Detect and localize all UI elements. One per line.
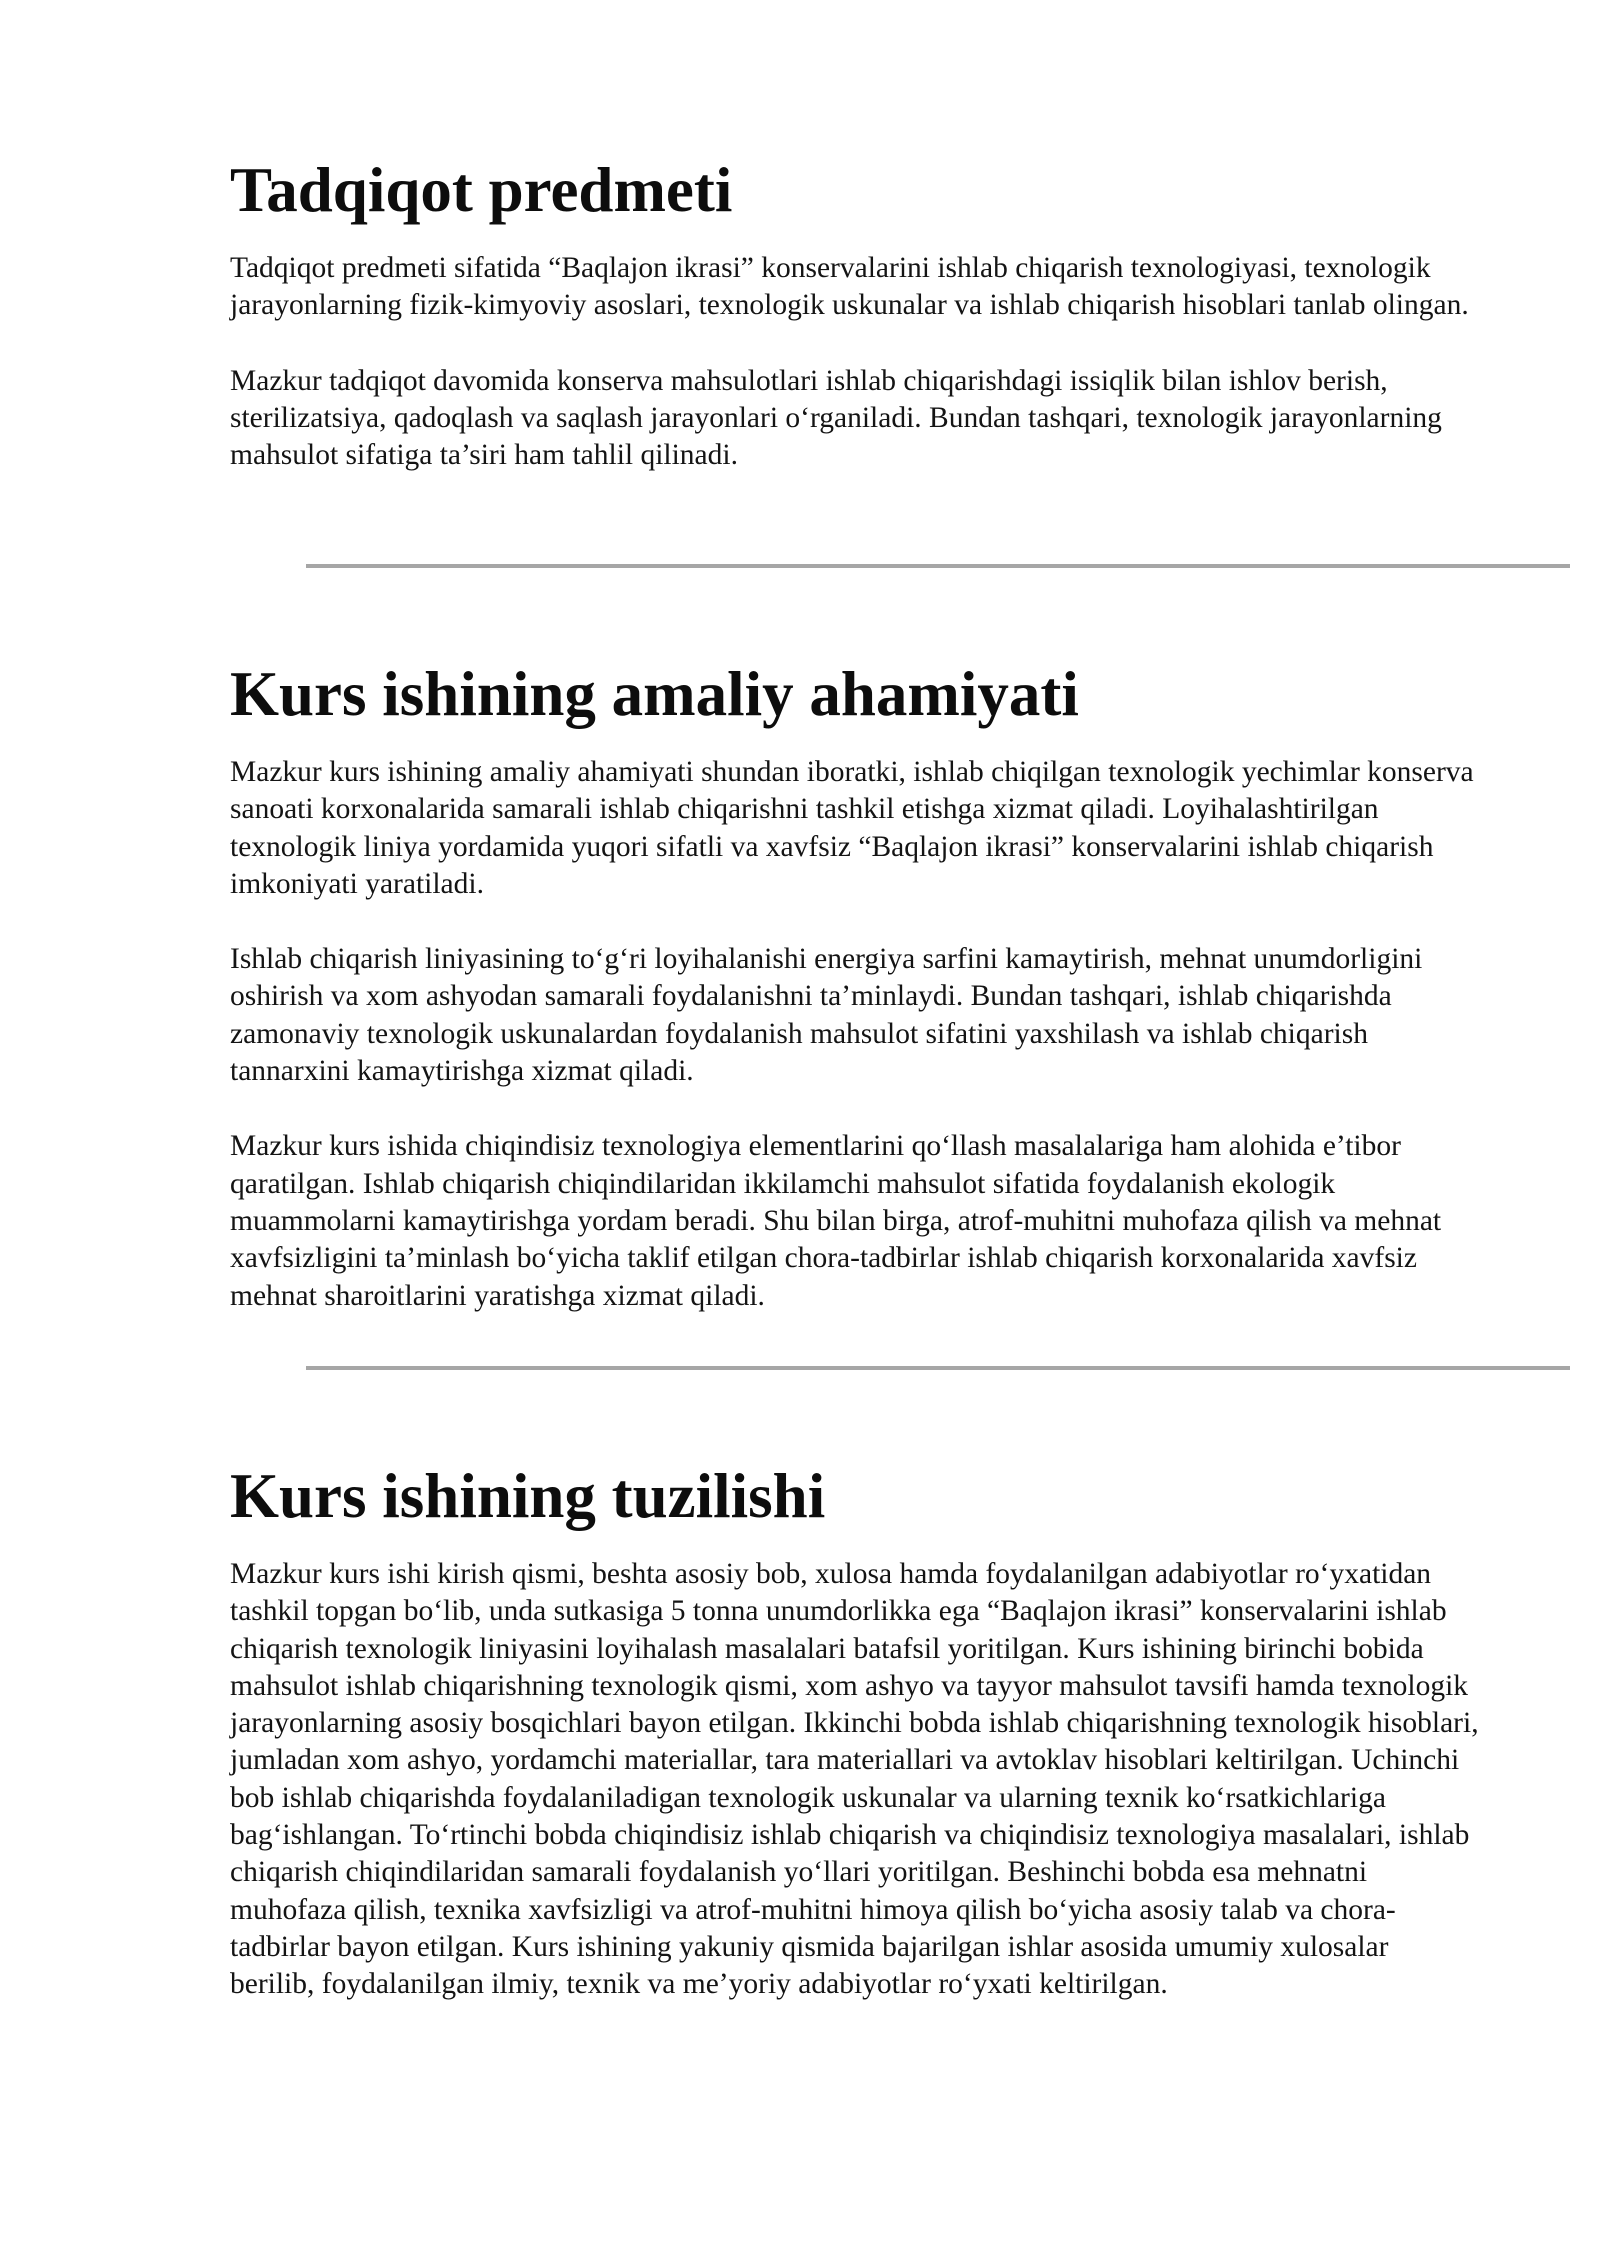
section-amaliy-ahamiyati — [230, 656, 1480, 1315]
section-heading: Kurs ishining tuzilishi — [230, 1461, 826, 1531]
section-tadqiqot-predmeti — [230, 152, 1480, 474]
paragraph: Mazkur tadqiqot davomida konserva mahsulotlari ishlab chiqarishdagi issiqlik bilan ishlov berish, sterilizatsiya, qadoqlash va saqlash jarayonlari o‘rganiladi. Bundan tashqari, texnologik jarayonlarning mahsulot sifatiga ta’siri ham tahlil qilinadi. — [230, 364, 1442, 472]
paragraph: Mazkur kurs ishida chiqindisiz texnologiya elementlarini qo‘llash masalalariga ham alohida e’tibor qaratilgan. Ishlab chiqarish chiqindilaridan ikkilamchi mahsulot sifatida foydalanish ekologik muammolarni kamaytirishga yordam beradi. Shu bilan birga, atrof-muhitni muhofaza qilish va mehnat xavfsizligini ta’minlash bo‘yicha taklif etilgan chora-tadbirlar ishlab chiqarish korxonalarida xavfsiz mehnat sharoitlarini yaratishga xizmat qiladi. — [230, 1130, 1442, 1312]
horizontal-divider — [306, 1366, 1570, 1370]
paragraph: Mazkur kurs ishi kirish qismi, beshta asosiy bob, xulosa hamda foydalanilgan adabiyotlar ro‘yxatidan tashkil topgan bo‘lib, unda sutkasiga 5 tonna unumdorlikka ega “Baqlajon ikrasi” konservalarini ishlab chiqarish texnologik liniyasini loyihalash masalalari batafsil yoritilgan. Kurs ishining birinchi bobida mahsulot ishlab chiqarishning texnologik qismi, xom ashyo va tayyor mahsulot tavsifi hamda texnologik jarayonlarning asosiy bosqichlari bayon etilgan. Ikkinchi bobda ishlab chiqarishning texnologik hisoblari, jumladan xom ashyo, yordamchi materiallar, tara materiallari va avtoklav hisoblari keltirilgan. Uchinchi bob ishlab chiqarishda foydalaniladigan texnologik uskunalar va ularning texnik ko‘rsatkichlariga bag‘ishlangan. To‘rtinchi bobda chiqindisiz ishlab chiqarish va chiqindisiz texnologiya masalalari, ishlab chiqarish chiqindilaridan samarali foydalanish yo‘llari yoritilgan. Beshinchi bobda esa mehnatni muhofaza qilish, texnika xavfsizligi va atrof-muhitni himoya qilish bo‘yicha asosiy talab va chora-tadbirlar bayon etilgan. Kurs ishining yakuniy qismida bajarilgan ishlar asosida umumiy xulosalar berilib, foydalanilgan ilmiy, texnik va me’yoriy adabiyotlar ro‘yxati keltirilgan. — [230, 1558, 1479, 2001]
section-tuzilishi — [230, 1458, 1480, 2004]
section-heading: Kurs ishining amaliy ahamiyati — [230, 659, 1079, 729]
section-heading: Tadqiqot predmeti — [230, 155, 733, 225]
paragraph: Ishlab chiqarish liniyasining to‘g‘ri loyihalanishi energiya sarfini kamaytirish, mehnat unumdorligini oshirish va xom ashyodan samarali foydalanishni ta’minlaydi. Bundan tashqari, ishlab chiqarishda zamonaviy texnologik uskunalardan foydalanish mahsulot sifatini yaxshilash va ishlab chiqarish tannarxini kamaytirishga xizmat qiladi. — [230, 943, 1423, 1088]
horizontal-divider — [306, 564, 1570, 568]
paragraph: Tadqiqot predmeti sifatida “Baqlajon ikrasi” konservalarini ishlab chiqarish texnologiyasi, texnologik jarayonlarning fizik-kimyoviy asoslari, texnologik uskunalar va ishlab chiqarish hisoblari tanlab olingan. — [230, 252, 1469, 322]
paragraph: Mazkur kurs ishining amaliy ahamiyati shundan iboratki, ishlab chiqilgan texnologik yechimlar konserva sanoati korxonalarida samarali ishlab chiqarishni tashkil etishga xizmat qiladi. Loyihalashtirilgan texnologik liniya yordamida yuqori sifatli va xavfsiz “Baqlajon ikrasi” konservalarini ishlab chiqarish imkoniyati yaratiladi. — [230, 756, 1474, 900]
